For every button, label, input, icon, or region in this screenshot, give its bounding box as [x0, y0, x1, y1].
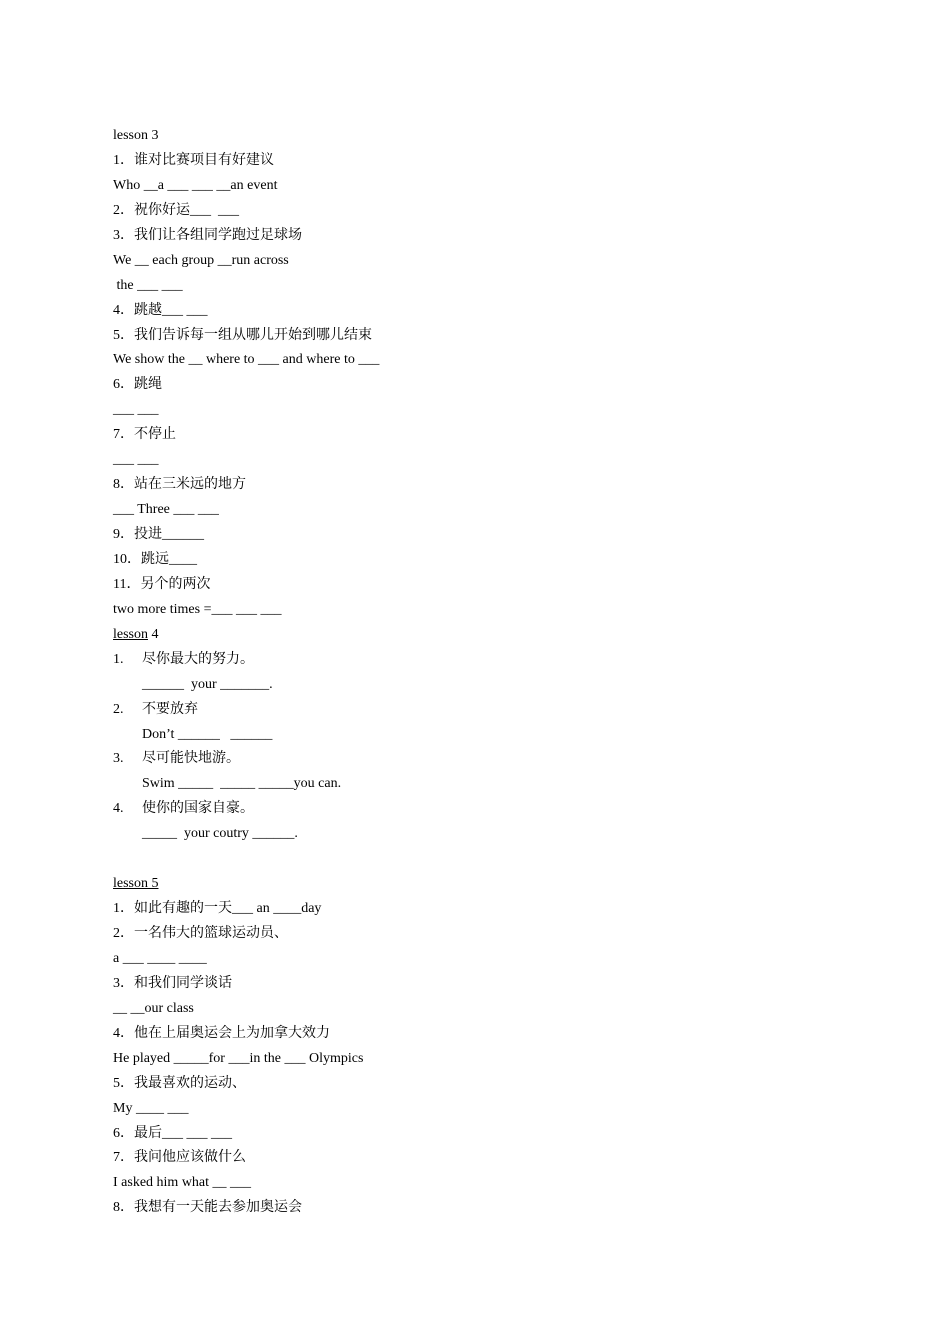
lesson5-line: 6．最后___ ___ ___: [113, 1125, 232, 1141]
lesson3-line: 8．站在三米远的地方: [113, 477, 246, 493]
item-chinese: 不要放弃: [142, 701, 198, 717]
lesson5-line: 7．我问他应该做什么: [113, 1150, 246, 1166]
lesson3-line: ___ Three ___ ___: [113, 502, 219, 518]
lesson3-line: 6．跳绳: [113, 377, 162, 393]
lesson3-line: Who __a ___ ___ __an event: [113, 177, 278, 193]
lesson3-line: 1．谁对比赛项目有好建议: [113, 152, 274, 168]
lesson5-line: 4．他在上届奥运会上为加拿大效力: [113, 1025, 330, 1041]
lesson4-heading-number: 4: [148, 626, 159, 642]
lesson3-line: two more times =___ ___ ___: [113, 601, 282, 617]
lesson3-line: the ___ ___: [113, 277, 183, 293]
item-number: 3.: [113, 751, 124, 767]
lesson3-line: We show the __ where to ___ and where to ___: [113, 352, 380, 368]
item-number: 4.: [113, 801, 124, 817]
lesson4-heading: [113, 623, 833, 648]
lesson5-line: My ____ ___: [113, 1100, 189, 1116]
lesson5-line: He played _____for ___in the ___ Olympics: [113, 1050, 364, 1066]
lesson4-heading-word: lesson: [113, 626, 148, 642]
lesson3-heading: lesson 3: [113, 128, 159, 143]
lesson5-line: 2．一名伟大的篮球运动员、: [113, 926, 288, 941]
lesson4-item: [113, 797, 833, 822]
lesson4-item: [113, 747, 833, 772]
lesson3-line: 5．我们告诉每一组从哪儿开始到哪儿结束: [113, 327, 372, 343]
item-english: _____ your coutry ______.: [142, 826, 298, 842]
lesson5-line: I asked him what __ ___: [113, 1175, 252, 1191]
lesson4-item: [113, 648, 833, 673]
lesson4-item: [113, 698, 833, 723]
lesson3-line: ___ ___: [113, 452, 159, 468]
lesson3-line: 2．祝你好运___ ___: [113, 202, 239, 218]
item-chinese: 尽可能快地游。: [142, 751, 240, 767]
lesson3-line: 3．我们让各组同学跑过足球场: [113, 227, 302, 243]
lesson5-line: a ___ ____ ____: [113, 950, 207, 966]
lesson5-line: 5．我最喜欢的运动、: [113, 1075, 246, 1091]
item-chinese: 尽你最大的努力。: [142, 651, 254, 667]
lesson5-line: 8．我想有一天能去参加奥运会: [113, 1200, 302, 1216]
lesson3-line: ___ ___: [113, 402, 159, 418]
lesson3-line: 4．跳越___ ___: [113, 302, 208, 318]
worksheet-content: [113, 124, 833, 1221]
lesson3-line: We __ each group __run across: [113, 252, 289, 268]
item-english: ______ your _______.: [142, 676, 273, 692]
lesson3-line: 10．跳远____: [113, 551, 197, 567]
lesson5-line: __ __our class: [113, 1000, 194, 1016]
lesson3-line: 7．不停止: [113, 427, 176, 443]
spacer: [113, 847, 833, 872]
lesson3-line: 11．另个的两次: [113, 576, 211, 592]
item-english: Swim _____ _____ _____you can.: [142, 776, 342, 792]
item-english: Don’t ______ ______: [142, 726, 273, 742]
item-number: 2.: [113, 701, 124, 717]
lesson5-line: 1．如此有趣的一天___ an ____day: [113, 901, 322, 917]
lesson5-heading: lesson 5: [113, 876, 159, 892]
item-number: 1.: [113, 651, 124, 667]
lesson5-line: 3．和我们同学谈话: [113, 975, 232, 991]
item-chinese: 使你的国家自豪。: [142, 801, 254, 817]
lesson3-line: 9．投进______: [113, 527, 204, 542]
